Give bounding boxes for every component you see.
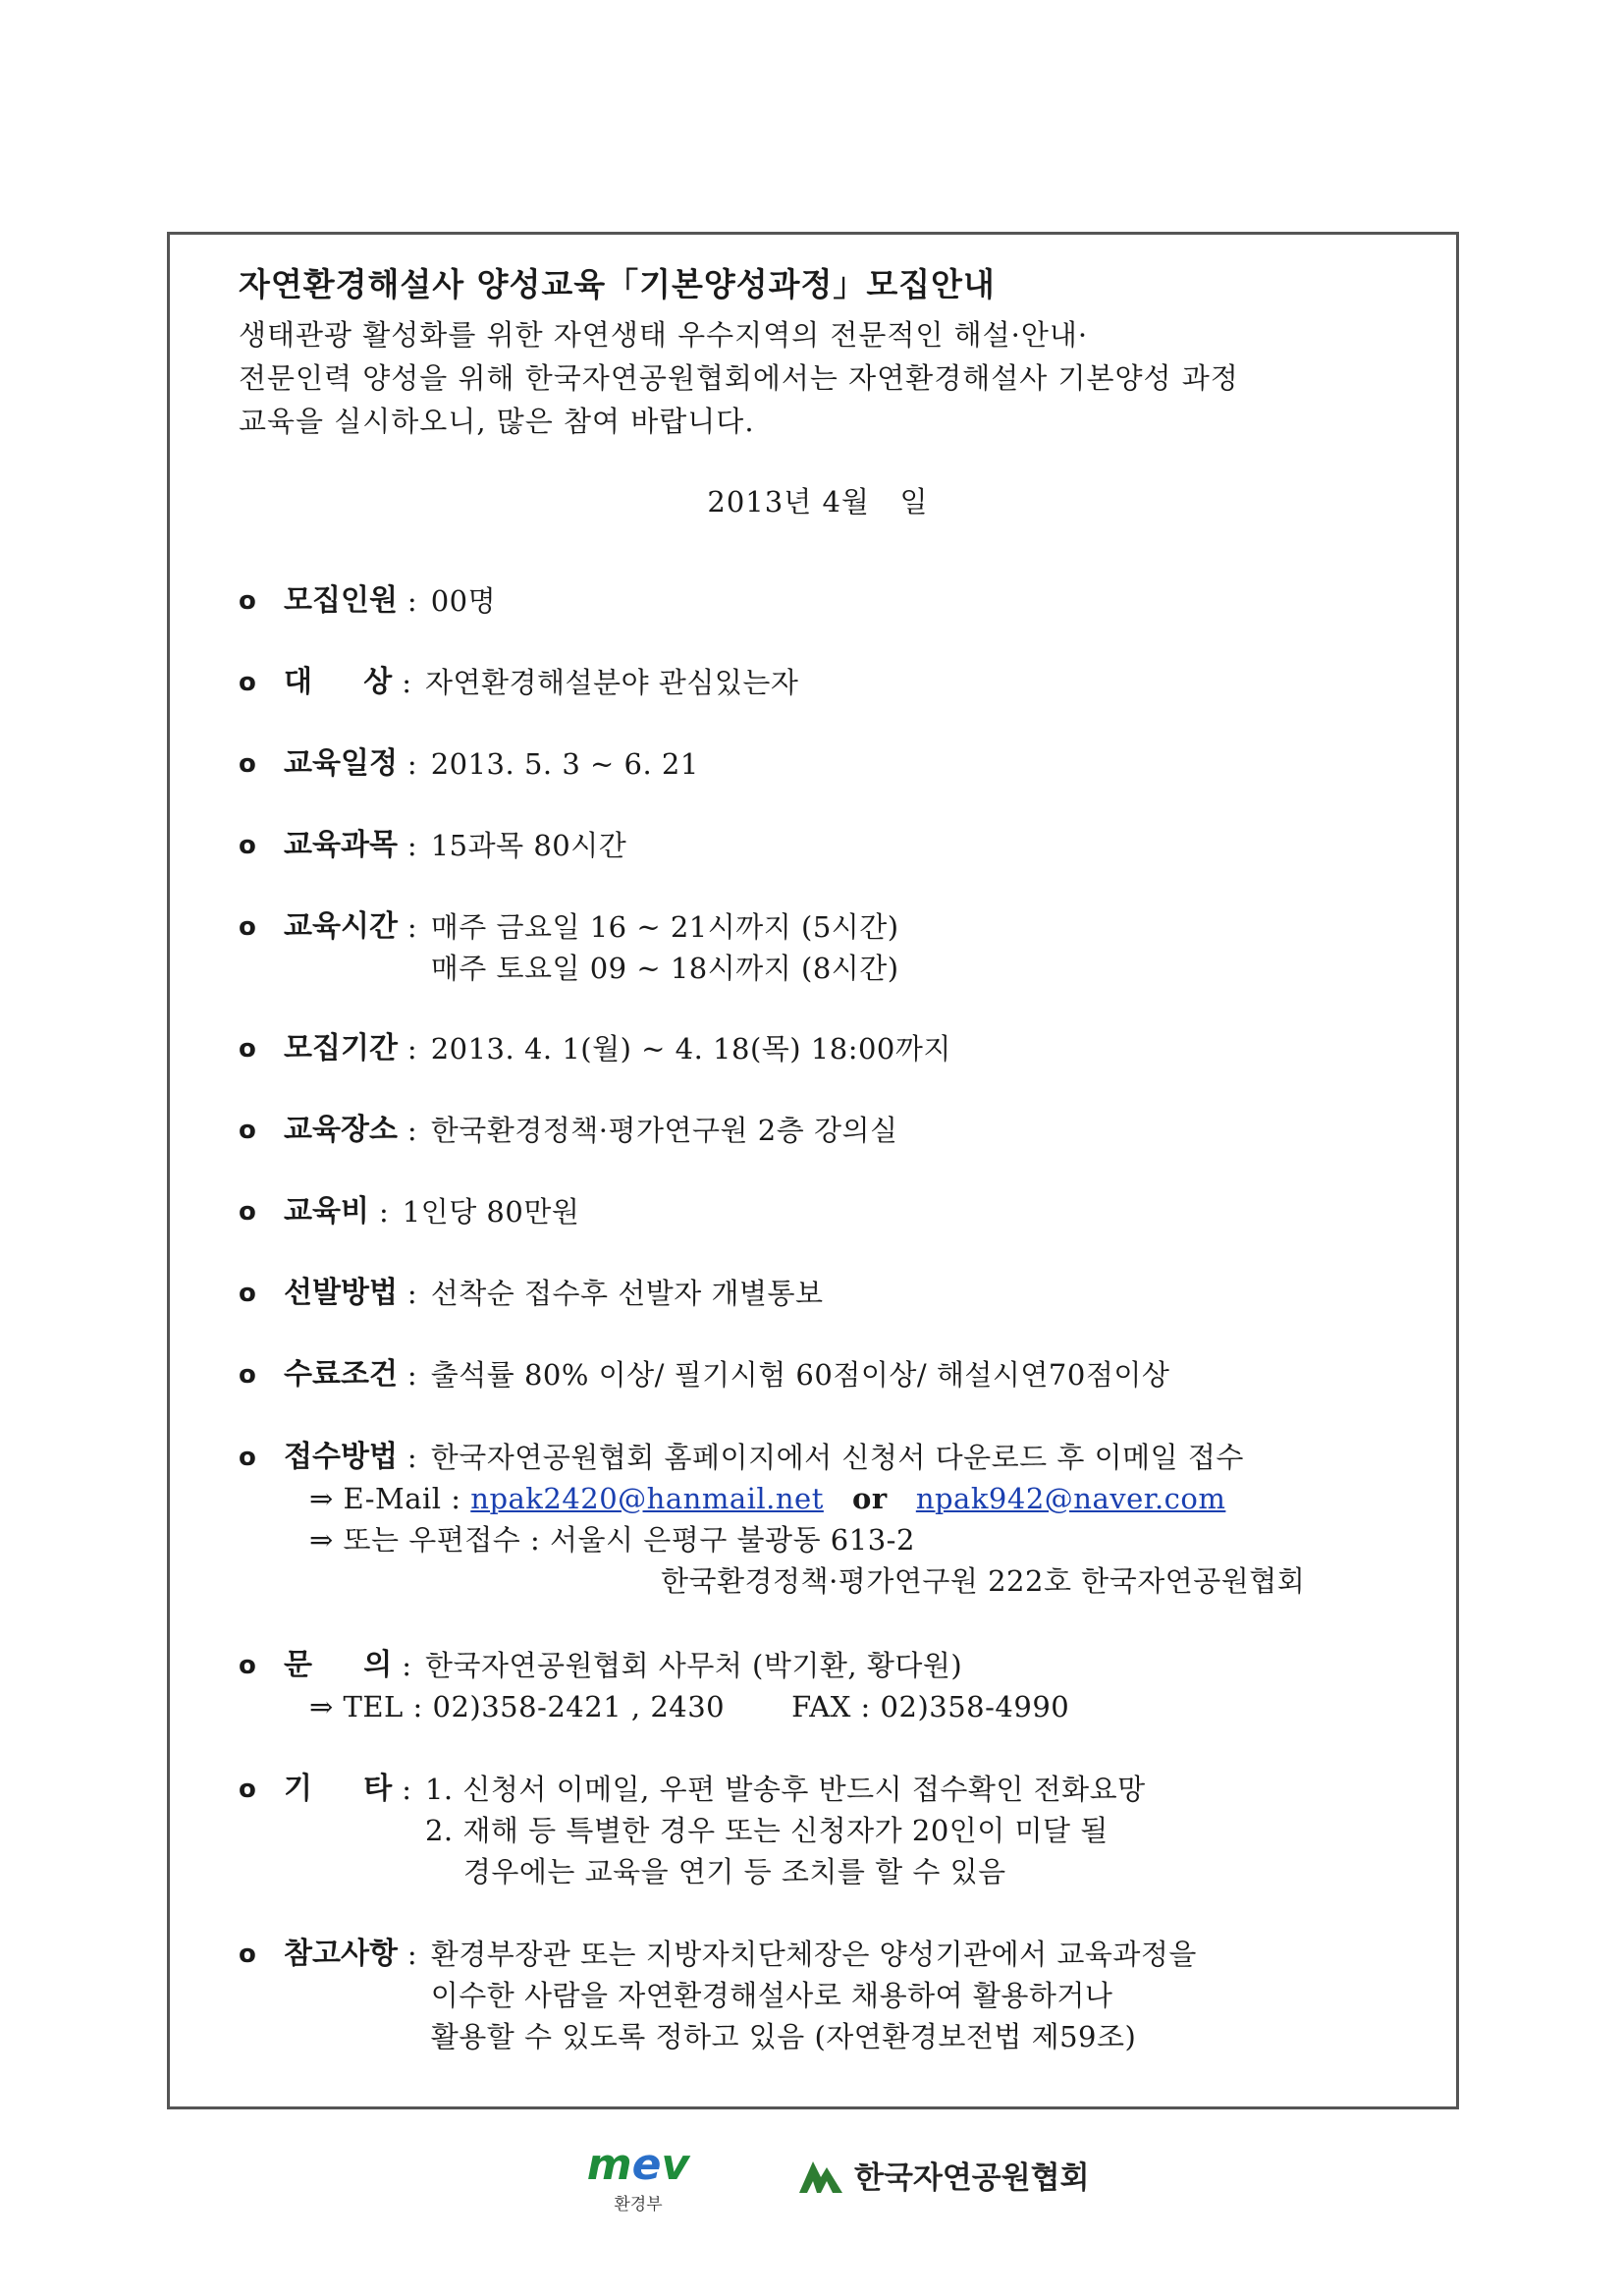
etc-header [239,1769,1397,1892]
list-item-selection [239,1273,824,1314]
item-label: 접수방법 [284,1440,398,1474]
mountain-icon [797,2156,844,2195]
notice-title: 자연환경해설사 양성교육「기본양성과정」모집안내 [239,265,996,303]
item-label: 교육일정 [284,746,398,781]
list-item-contact [239,1645,1397,1727]
item-value [403,1191,580,1232]
email-line [239,1478,1397,1519]
contact-header [239,1645,1397,1686]
list-item-venue [239,1110,898,1151]
value-line: 15과목 80시간 [430,829,627,862]
value-line: 매주 토요일 09 ~ 18시까지 (8시간) [430,952,899,985]
item-value [431,1110,898,1151]
item-value [425,1769,1397,1892]
item-label: 참고사항 [284,1937,398,1971]
item-value [425,662,798,703]
post-line: ⇒ 또는 우편접수 : 서울시 은평구 불광동 613-2 [309,1523,915,1557]
notice-body [239,264,1397,520]
notice-frame [167,232,1459,2109]
notice-date [239,480,1397,520]
bullet-icon: o [239,1116,256,1145]
knpa-logo [797,2153,1090,2197]
knpa-name: 한국자연공원협회 [854,2160,1090,2196]
item-value [431,1354,1170,1395]
email-link-naver[interactable]: npak942@naver.com [915,1482,1226,1515]
item-label: 모집인원 [284,583,398,618]
value-line: 2013. 5. 3 ~ 6. 21 [430,747,699,781]
value-line: 00명 [430,584,497,618]
intro-line: 교육을 실시하오니, 많은 참여 바랍니다. [239,405,755,438]
value-line: 활용할 수 있도록 정하고 있음 (자연환경보전법 제59조) [430,2020,1137,2053]
item-value [431,1934,1397,2057]
item-colon: : [402,1773,411,1806]
item-colon: : [406,584,417,618]
value-line: 경우에는 교육을 연기 등 조치를 할 수 있음 [424,1855,1006,1888]
email-link-hanmail[interactable]: npak2420@hanmail.net [470,1482,824,1515]
intro-paragraph [239,313,1397,443]
item-value [431,1028,951,1069]
item-label: 기 타 [284,1772,393,1806]
item-colon: : [406,1277,417,1310]
email-prefix: ⇒ E-Mail : [309,1482,471,1515]
mev-logo-icon: mev [586,2140,690,2190]
application-header [239,1437,1397,1478]
list-item-etc [239,1769,1397,1892]
bullet-icon: o [239,1034,256,1064]
value-line: 1. 신청서 이메일, 우편 발송후 반드시 접수확인 전화요망 [424,1773,1146,1806]
item-label: 모집기간 [284,1031,398,1066]
item-value [431,1437,1397,1478]
bullet-icon: o [239,1651,256,1680]
value-line: 출석률 80% 이상/ 필기시험 60점이상/ 해설시연70점이상 [430,1358,1170,1392]
item-value [431,743,699,785]
item-colon: : [402,1649,411,1682]
bullet-icon: o [239,912,256,942]
value-line: 선착순 접수후 선발자 개별통보 [430,1277,824,1310]
list-item-recruit-count [239,580,496,622]
date-text: 2013년 4월 일 [707,485,929,519]
value-line: 한국자연공원협회 홈페이지에서 신청서 다운로드 후 이메일 접수 [430,1441,1244,1474]
contact-phone-line: ⇒ TEL : 02)358-2421 , 2430 FAX : 02)358-4990 [309,1690,1070,1723]
note-header [239,1934,1397,2057]
value-line: 환경부장관 또는 지방자치단체장은 양성기관에서 교육과정을 [430,1938,1197,1971]
item-value [431,1273,824,1314]
ministry-of-environment-logo [579,2141,697,2214]
item-label: 교육시간 [284,909,398,944]
intro-line: 전문인력 양성을 위해 한국자연공원협회에서는 자연환경해설사 기본양성 과정 [239,361,1239,395]
item-value [431,580,496,622]
item-colon: : [406,747,417,781]
item-label: 교육비 [284,1194,369,1229]
value-line: 2013. 4. 1(월) ~ 4. 18(목) 18:00까지 [430,1032,951,1066]
bullet-icon: o [239,1360,256,1390]
value-line: 2. 재해 등 특별한 경우 또는 신청자가 20인이 미달 될 [424,1814,1109,1847]
bullet-icon: o [239,831,256,860]
bullet-icon: o [239,1443,256,1472]
item-value [431,906,899,989]
bullet-icon: o [239,1197,256,1227]
bullet-icon: o [239,586,256,616]
item-label: 교육과목 [284,828,398,862]
list-item-application [239,1437,1397,1602]
item-colon: : [406,910,417,944]
bullet-icon: o [239,668,256,697]
value-line: 매주 금요일 16 ~ 21시까지 (5시간) [430,910,899,944]
or-text: or [852,1482,888,1515]
item-label: 선발방법 [284,1276,398,1310]
bullet-icon: o [239,1940,256,1969]
item-colon: : [406,1938,417,1971]
item-colon: : [406,829,417,862]
item-colon: : [406,1441,417,1474]
item-label: 교육장소 [284,1113,398,1147]
item-label: 문 의 [284,1648,393,1682]
list-item-subjects [239,825,626,866]
item-label: 대 상 [284,665,393,699]
list-item-schedule [239,743,699,785]
item-colon: : [378,1195,389,1229]
bullet-icon: o [239,749,256,779]
bullet-icon: o [239,1775,256,1804]
footer-logos [0,2141,1623,2229]
intro-line: 생태관광 활성화를 위한 자연생태 우수지역의 전문적인 해설·안내· [239,318,1089,352]
list-item-note [239,1934,1397,2057]
item-value [425,1645,1397,1686]
bullet-icon: o [239,1279,256,1308]
value-line: 자연환경해설분야 관심있는자 [424,666,799,699]
post-address-line: 한국환경정책·평가연구원 222호 한국자연공원협회 [661,1564,1306,1598]
list-item-completion [239,1354,1169,1395]
item-colon: : [406,1114,417,1147]
list-item-recruit-period [239,1028,951,1069]
list-item-target [239,662,798,703]
value-line: 한국자연공원협회 사무처 (박기환, 황다원) [424,1649,963,1682]
item-value [431,825,627,866]
value-line: 1인당 80만원 [402,1195,580,1229]
value-line: 이수한 사람을 자연환경해설사로 채용하여 활용하거나 [430,1979,1113,2012]
item-label: 수료조건 [284,1357,398,1392]
list-item-class-hours [239,906,899,989]
item-colon: : [406,1032,417,1066]
item-colon: : [402,666,411,699]
item-colon: : [406,1358,417,1392]
value-line: 한국환경정책·평가연구원 2층 강의실 [430,1114,898,1147]
mev-caption: 환경부 [614,2195,663,2214]
list-item-fee [239,1191,579,1232]
